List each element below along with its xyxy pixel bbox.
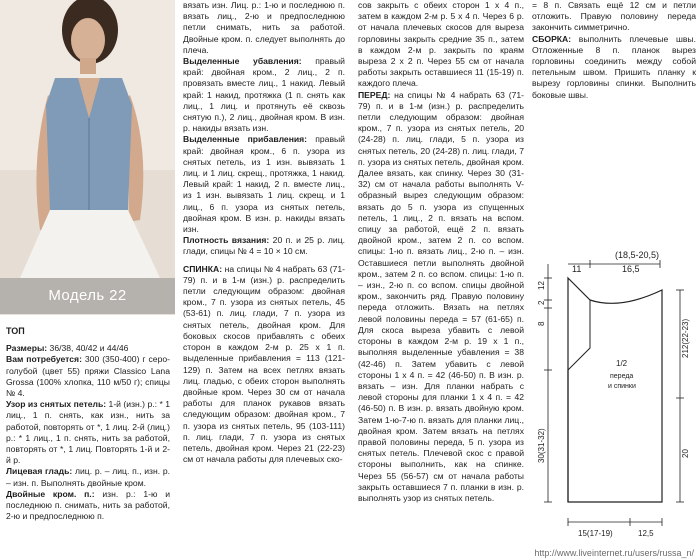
- piece-label-2: переда: [610, 373, 634, 380]
- paragraph: СБОРКА: выполнить плечевые швы. Отложенные 8 п. планок вырез горловины соединить между собой петельным швом. Пришить планку к вырезу горловины спинки. Выполнить боковые швы.: [532, 33, 696, 100]
- dim-bottom-right: 12,5: [638, 529, 654, 538]
- paragraph: Размеры: 36/38, 40/42 и 44/46: [6, 343, 129, 354]
- text-column-2: [183, 0, 345, 560]
- model-illustration: [0, 0, 175, 278]
- paragraph: Узор из снятых петель: 1-й (изн.) р.: * 1 лиц., 1 п. снять, как изн., нить за работой, повторять от *, 1 лиц. 2-й (лиц.) р.: * 1 лиц., 1 п. снять, нить за работой, повторять от *, 1 лиц. Повторять 1-й и 2-й р.: [6, 399, 170, 466]
- paragraph: Лицевая гладь: лиц. р. – лиц. п., изн. р. – изн. п. Выполнять двойные кром.: [6, 466, 170, 488]
- dim-30: 30(31-32): [537, 428, 546, 463]
- text-column-1: [6, 326, 170, 560]
- paragraph: Выделенные убавления: правый край: двойная кром., 2 лиц., 2 п. провязать вместе лиц., 1 накид. Левый край: 1 накид, протяжка (1 п. снять как лиц., 1 лиц. и протянуть её сквозь снятую п.), 2 лиц., двойная кром. В изн. р. накиды вязать изн.: [183, 56, 345, 134]
- paragraph: Двойные кром. п.: изн. р.: 1-ю и последнюю п. снимать, нить за работой, 2-ю и предпоследнюю п.: [6, 488, 170, 522]
- paragraph: ПЕРЕД: на спицы № 4 набрать 63 (71-79) п. и в 1-м (изн.) р. распределить петли следующим образом: двойная кром., 7 п. узора из снятых петель, 20 (24-28) п. лиц. глади, 5 п. узора из снятых петель, 20 (24-28) п. лиц. глади, 7 п. узора из снятых петель, двойная кром. Далее вязать, как спинку. Через 30 (31-32) см от начала работы выполнять V-образный вырез следующим образом: вязать до 5 п. узора из спущенных петель, 1 лиц., 2 п. вязать на вспом. спицу за работой, ещё 2 п. вязать двойной кром., затем 2 п. со вспом. спицы: 1-ю п. вязать лиц., 2-ю п. – изн. Оставшиеся петли выполнять двойной кром., затем 2 п. со вспом. спицы: 1-ю п. – изн., 2-ю п. со вспом. спицы двойной кром., закончить ряд. Правую половину переда отложить. Вязать на петлях левой половины переда = 57 (61-65) п. Для скоса выреза убавить с левой стороны в каждом 2-м р. 19 х 1 п., выполняя выделенные убавления = 38 (42-46) п. Затем убавить с левой стороны 1 х 4 п. = 42 (46-50) п. В изн. р. вязать – изн. Для планки набрать с левой стороны для планки 1 х 4 п. = 42 (46-50) п. В изн. р. вязать двойную кром. Затем 1-ю-7-ю п. вязать для планки лиц., двойная кром. Затем вязать на петлях правой половины переда, 5 п. узора из снятых петель. Плечевой скос с правой стороны выполнить, как на спинке. Через 55 (56-57) см от начала работы закрыть оставшиеся 7 п. планки в изн. р. выполнять узор из снятых петель.: [358, 89, 524, 503]
- paragraph: СПИНКА: на спицы № 4 набрать 63 (71-79) п. и в 1-м (изн.) р. распределить петли следующим образом: двойная кром., 7 п. узора из снятых петель, 45 (53-61) п. лиц. глади, 7 п. узора из снятых петель, двойная кром. Для боковых скосов прибавлять с обеих сторон в каждом 2-м р. 25 х 1 п. выделенные прибавления = 113 (121-129) п. Затем на всех петлях вязать лиц. гладью, с обеих сторон выполнять двойные кром. Через 30 см от начала работы для планок рукавов вязать следующим образом: двойная кром., 7 п. узора из снятых петель, 95 (103-111) п. лиц. глади, 7 п. узора из снятых петель, двойная кром. Через 21 (22-23) см от начала работы для плечевых ско-: [183, 263, 345, 465]
- watermark-url: http://www.liveinternet.ru/users/russa_n/: [534, 548, 694, 558]
- text-column-4: [532, 0, 696, 118]
- dim-top-width-2: 16,5: [622, 264, 640, 274]
- dim-shoulder: 11: [572, 264, 582, 274]
- dim-2: 2: [537, 300, 546, 305]
- schematic-drawing: [530, 238, 700, 560]
- paragraph: Вам потребуется: 300 (350-400) г серо-голубой (цвет 55) пряжи Classico Lana Grossa (100% хлопка, 110 м/50 г); спицы № 4.: [6, 354, 170, 399]
- dim-top-width: (18,5-20,5): [615, 250, 660, 260]
- dim-8: 8: [537, 321, 546, 326]
- garment-schematic: [530, 238, 700, 560]
- photo-caption: Модель 22: [0, 278, 175, 314]
- piece-label-1: 1/2: [616, 359, 628, 368]
- paragraph: Плотность вязания: 20 п. и 25 р. лиц. глади, спицы № 4 = 10 × 10 см.: [183, 235, 345, 257]
- dim-12: 12: [537, 281, 546, 290]
- model-photo: [0, 0, 175, 315]
- paragraph: сов закрыть с обеих сторон 1 х 4 п., затем в каждом 2-м р. 5 х 4 п. Через 6 р. от начала плечевых скосов для выреза горловины закрыть средние 35 п., затем в каждом 2-м р. закрыть по краям выреза 2 х 2 п. Через 55 см от начала работы закрыть оставшиеся 11 (15-19) п. каждого плеча.: [358, 0, 524, 89]
- dim-212: 212(22-23): [681, 318, 690, 358]
- paragraph: вязать изн. Лиц. р.: 1-ю и последнюю п. вязать лиц., 2-ю и предпоследнюю петли снимать, нить за работой. Двойные кром. п. следует выполнять до плеча.: [183, 0, 345, 55]
- paragraph: = 8 п. Связать ещё 12 см и петли отложить. Правую половину переда закончить симметрично.: [532, 0, 696, 33]
- text-column-3: [358, 0, 524, 560]
- paragraph: Выделенные прибавления: правый край: двойная кром., 6 п. узора из снятых петель, из 1 изн. вывязать 1 лиц. и 1 лиц. скрещ., протяжка, 1 накид. Левый край: 1 накид, 2 п. вместе лиц., из 1 изн. вывязать 1 лиц. скрещ. и 1 лиц., 6 п. узора из снятых петель, двойная кром. В изн. р. накиды вязать изн.: [183, 134, 345, 235]
- dim-bottom-left: 15(17-19): [578, 529, 613, 538]
- dim-20-right: 20: [681, 449, 690, 458]
- piece-label-3: и спинки: [608, 383, 636, 390]
- article-title: ТОП: [6, 326, 25, 336]
